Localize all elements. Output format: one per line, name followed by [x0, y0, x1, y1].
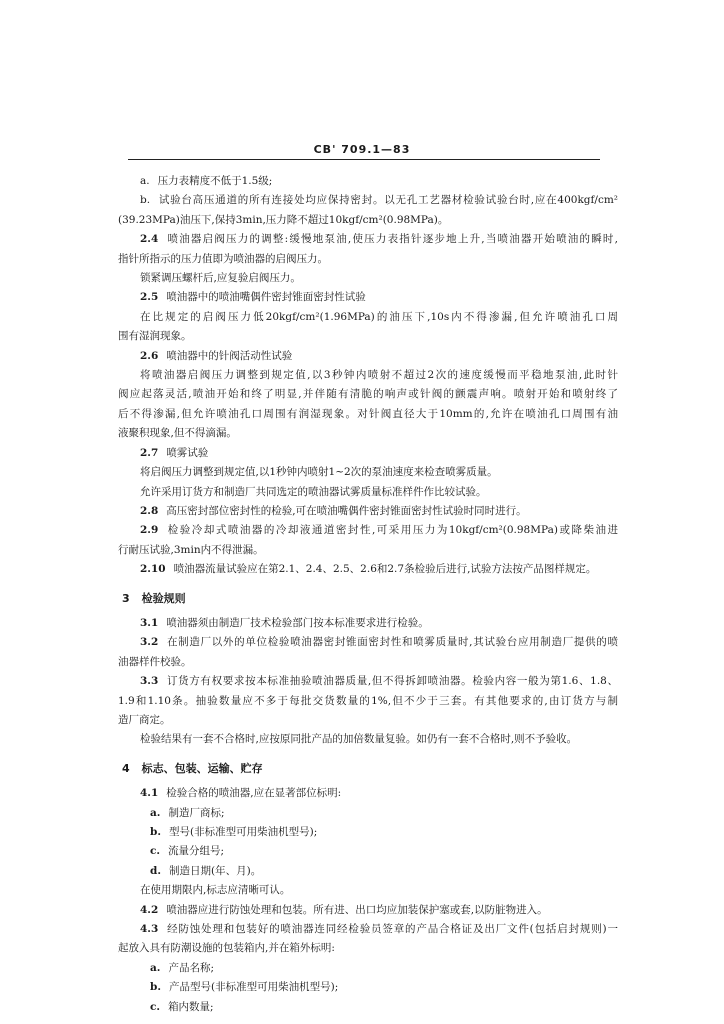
text-line: 起放入具有防潮设施的包装箱内,并在箱外标明: [118, 942, 335, 955]
clause-text: 箱内数量; [168, 1000, 214, 1013]
clause-text: 喷油器中的喷油嘴偶件密封锥面密封性试验 [166, 291, 366, 304]
section-heading [118, 759, 618, 778]
clause-text: 检验合格的喷油器,应在显著部位标明: [166, 787, 342, 800]
clause-text: 产品型号(非标准型可用柴油机型号); [169, 981, 339, 994]
document-body [118, 172, 618, 1017]
clause-text: 流量分组号; [168, 845, 225, 858]
text-line: 在使用期限内,标志应清晰可认。 [140, 884, 291, 897]
text-line: 行耐压试验,3min内不得泄漏。 [118, 543, 264, 556]
list-marker: d. [150, 864, 161, 877]
text-line: 指针所指示的压力值即为喷油器的启阀压力。 [118, 252, 328, 265]
clause-number: 2.9 [140, 524, 159, 537]
text-line: 油器样件校验。 [118, 655, 192, 668]
clause-text: 压力表精度不低于1.5级; [157, 175, 273, 187]
text-line: 允许采用订货方和制造厂共同选定的喷油器试雾质量标准样件作比较试验。 [140, 485, 487, 498]
clause-text: 检验冷却式喷油器的冷却液通道密封性,可采用压力为10kgf/cm²(0.98MPa)或降柴油进 [166, 524, 618, 537]
text-line: 将喷油器启阀压力调整到规定值,以3秒钟内喷射不超过2次的速度缓慢而平稳地泵油,此时针 [140, 369, 618, 382]
clause-text: 产品名称; [168, 961, 215, 974]
list-marker: c. [150, 845, 161, 858]
clause-number: 4.1 [140, 787, 159, 800]
clause-text: 喷油器应进行防蚀处理和包装。所有进、出口均应加装保护塞或套,以防脏物进入。 [166, 903, 548, 916]
section-title: 标志、包装、运输、贮存 [141, 761, 263, 775]
clause-number: 3.3 [140, 675, 159, 688]
text-line: (39.23MPa)油压下,保持3min,压力降不超过10kgf/cm²(0.98MPa)。 [118, 213, 449, 226]
clause-number: 2.5 [140, 291, 159, 304]
clause-text: 在制造厂以外的单位检验喷油器密封锥面密封性和喷雾质量时,其试验台应用制造厂提供的喷 [166, 636, 618, 649]
standard-code-header: CB' 709.1—83 [313, 143, 411, 156]
list-item [118, 823, 618, 842]
list-marker: c. [150, 1000, 161, 1013]
list-item [118, 172, 618, 191]
clause-number: 2.6 [140, 349, 159, 362]
list-marker: b. [140, 194, 151, 207]
clause-paragraph [118, 901, 618, 920]
text-line: 将启阀压力调整到规定值,以1秒钟内喷射1~2次的泵油速度来检查喷雾质量。 [140, 466, 498, 479]
list-item [118, 998, 618, 1017]
clause-paragraph [118, 521, 618, 540]
clause-number: 2.10 [140, 563, 166, 576]
clause-paragraph [118, 444, 618, 463]
clause-text: 喷油器启阀压力的调整:缓慢地泵油,使压力表指针逐步地上升,当喷油器开始喷油的瞬时, [166, 233, 618, 246]
list-item [118, 862, 618, 881]
list-item [118, 959, 618, 978]
clause-paragraph [118, 633, 618, 652]
text-line: 阀应起落灵活,喷油开始和终了明显,并伴随有清脆的响声或针阀的颤震声响。喷射开始和喷射终了 [118, 388, 618, 401]
text-line: 液聚积现象,但不得滴漏。 [118, 427, 237, 440]
list-item [118, 978, 618, 997]
list-item [118, 804, 618, 823]
clause-text: 型号(非标准型可用柴油机型号); [169, 826, 318, 838]
text-line: 围有湿润现象。 [118, 330, 192, 343]
clause-text: 喷油器中的针阀活动性试验 [166, 349, 293, 362]
clause-text: 高压密封部位密封性的检验,可在喷油嘴偶件密封锥面密封性试验时同时进行。 [166, 504, 527, 517]
list-marker: a. [150, 961, 161, 974]
clause-text: 订货方有权要求按本标准抽验喷油器质量,但不得拆卸喷油器。检验内容一般为第1.6、1.8、 [166, 675, 618, 688]
clause-paragraph [118, 672, 618, 691]
clause-text: 经防蚀处理和包装好的喷油器连同经检验员签章的产品合格证及出厂文件(包括启封规则)一 [166, 923, 618, 936]
text-line: 1.9和1.10条。抽验数量应不多于每批交货数量的1%,但不少于三套。有其他要求的,由订货方与制 [118, 694, 618, 707]
list-marker: b. [150, 826, 161, 838]
list-item [118, 191, 618, 210]
clause-number: 2.4 [140, 233, 159, 246]
clause-number: 4.2 [140, 903, 159, 916]
clause-text: 制造日期(年、月)。 [169, 864, 262, 877]
header-rule [128, 159, 600, 160]
list-item [118, 842, 618, 861]
text-line: 在比规定的启阀压力低20kgf/cm²(1.96MPa)的油压下,10s内不得渗漏,但允许喷油孔口周 [140, 310, 618, 323]
clause-text: 喷油器流量试验应在第2.1、2.4、2.5、2.6和2.7条检验后进行,试验方法按产品图样规定。 [173, 563, 597, 576]
section-heading [118, 589, 618, 608]
clause-text: 喷雾试验 [166, 446, 209, 459]
list-marker: a. [140, 175, 150, 187]
clause-number: 2.8 [140, 504, 159, 517]
text-line: 检验结果有一套不合格时,应按原同批产品的加倍数量复验。如仍有一套不合格时,则不予验收。 [140, 733, 578, 746]
clause-paragraph [118, 920, 618, 939]
text-line: 造厂商定。 [118, 713, 171, 726]
clause-paragraph [118, 614, 618, 633]
list-marker: a. [150, 806, 161, 819]
clause-paragraph [118, 230, 618, 249]
clause-text: 喷油器须由制造厂技术检验部门按本标准要求进行检验。 [166, 616, 429, 629]
clause-paragraph [118, 288, 618, 307]
clause-text: 试验台高压通道的所有连接处均应保持密封。以无孔工艺器材检验试验台时,应在400kgf/cm² [158, 194, 618, 207]
clause-number: 3.2 [140, 636, 159, 649]
clause-number: 2.7 [140, 446, 159, 459]
clause-paragraph [118, 560, 618, 579]
list-marker: b. [150, 981, 161, 994]
clause-number: 4.3 [140, 923, 159, 936]
section-number: 3 [122, 591, 130, 605]
section-number: 4 [122, 761, 130, 775]
clause-paragraph [118, 502, 618, 521]
clause-number: 3.1 [140, 616, 159, 629]
clause-text: 制造厂商标; [168, 806, 225, 819]
text-line: 后不得渗漏,但允许喷油孔口周围有润湿现象。对针阀直径大于10mm的,允许在喷油孔口周围有油 [118, 407, 618, 420]
clause-paragraph [118, 347, 618, 366]
section-title: 检验规则 [141, 591, 186, 605]
clause-paragraph [118, 784, 618, 803]
text-line: 锁紧调压螺杆后,应复验启阀压力。 [140, 272, 301, 285]
